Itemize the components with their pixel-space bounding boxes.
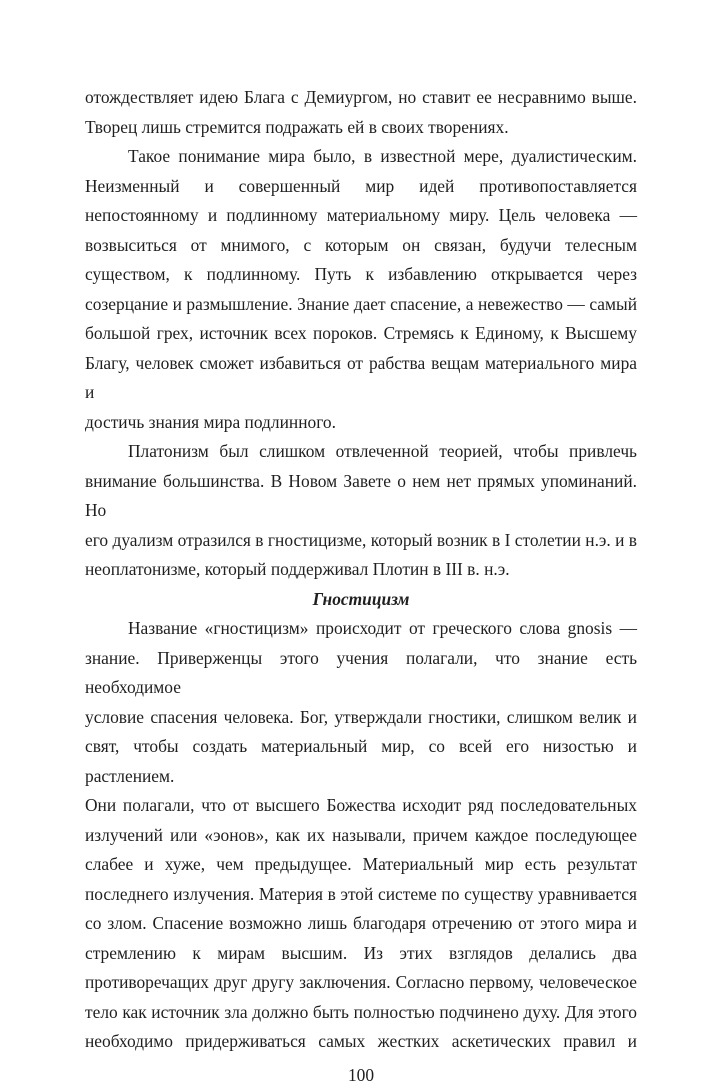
text-line: излучений или «эонов», как их называли, причем каждое последующее [85,821,637,851]
text-line: Они полагали, что от высшего Божества исходит ряд последовательных [85,791,637,821]
text-line: со злом. Спасение возможно лишь благодаря отречению от этого мира и [85,909,637,939]
text-line: слабее и хуже, чем предыдущее. Материальный мир есть результат [85,850,637,880]
text-line: Неизменный и совершенный мир идей противопоставляется [85,172,637,202]
text-line: Такое понимание мира было, в известной мере, дуалистическим. [85,142,637,172]
text-line: тело как источник зла должно быть полностью подчинено духу. Для этого [85,998,637,1028]
text-line: созерцание и размышление. Знание дает спасение, а невежество — самый [85,290,637,320]
text-line: условие спасения человека. Бог, утверждали гностики, слишком велик и [85,703,637,733]
text-line: отождествляет идею Блага с Демиургом, но ставит ее несравнимо выше. [85,83,637,113]
text-line: Платонизм был слишком отвлеченной теорией, чтобы привлечь [85,437,637,467]
text-line: непостоянному и подлинному материальному миру. Цель человека — [85,201,637,231]
page-number: 100 [348,1065,374,1085]
paragraph [85,614,637,1057]
text-line: Название «гностицизм» происходит от греческого слова gnosis — [85,614,637,644]
text-line: противоречащих друг другу заключения. Согласно первому, человеческое [85,968,637,998]
text-line: большой грех, источник всех пороков. Стремясь к Единому, к Высшему [85,319,637,349]
section-heading: Гностицизм [85,585,637,615]
text-line: знание. Приверженцы этого учения полагали, что знание есть необходимое [85,644,637,703]
text-line: стремлению к мирам высшим. Из этих взглядов делались два [85,939,637,969]
paragraph [85,83,637,142]
text-line: Творец лишь стремится подражать ей в своих творениях. [85,113,637,143]
paragraph [85,142,637,437]
page-footer [85,1061,637,1090]
text-line: его дуализм отразился в гностицизме, который возник в I столетии н.э. и в [85,526,637,556]
text-line: достичь знания мира подлинного. [85,408,637,438]
text-line: внимание большинства. В Новом Завете о нем нет прямых упоминаний. Но [85,467,637,526]
text-line: Благу, человек сможет избавиться от рабства вещам материального мира и [85,349,637,408]
text-line: неоплатонизме, который поддерживал Плотин в III в. н.э. [85,555,637,585]
text-line: необходимо придерживаться самых жестких аскетических правил и [85,1027,637,1057]
text-line: последнего излучения. Материя в этой системе по существу уравнивается [85,880,637,910]
text-line: свят, чтобы создать материальный мир, со всей его низостью и растлением. [85,732,637,791]
text-line: существом, к подлинному. Путь к избавлению открывается через [85,260,637,290]
paragraph [85,437,637,585]
text-line: возвыситься от мнимого, с которым он связан, будучи телесным [85,231,637,261]
page-content [85,83,637,1057]
